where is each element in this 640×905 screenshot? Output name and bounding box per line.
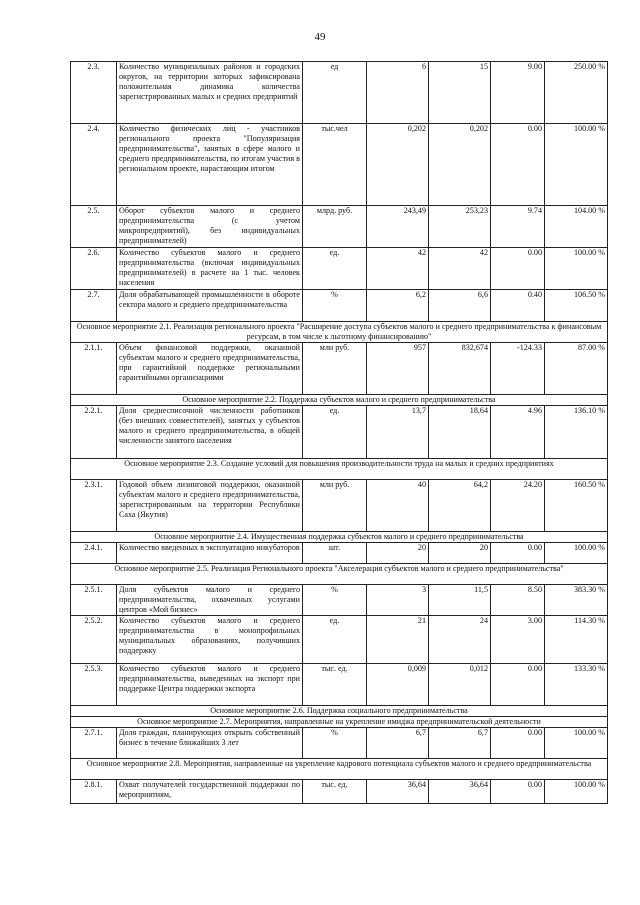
completion-percent: 133.30 %	[545, 664, 608, 706]
unit-of-measure: ед.	[303, 406, 367, 459]
row-number: 2.8.1.	[71, 780, 117, 804]
unit-of-measure: тыс. ед.	[303, 664, 367, 706]
planned-value: 42	[367, 248, 429, 290]
section-row	[71, 532, 608, 543]
indicator-name: Количество субъектов малого и среднего предпринимательства (включая индивидуальных предпринимателей) в расчете на 1 тыс. человек населения	[117, 248, 303, 290]
table-row	[71, 728, 608, 759]
planned-value: 957	[367, 343, 429, 395]
deviation-value: 9.74	[491, 206, 545, 248]
page-number: 49	[314, 31, 326, 43]
indicators-table	[70, 61, 608, 804]
table-row	[71, 585, 608, 616]
actual-value: 15	[429, 62, 491, 124]
actual-value: 832,674	[429, 343, 491, 395]
table-row	[71, 290, 608, 322]
row-number: 2.5.1.	[71, 585, 117, 616]
planned-value: 243,49	[367, 206, 429, 248]
row-number: 2.1.1.	[71, 343, 117, 395]
indicator-name: Доля обрабатывающей промышленности в обороте сектора малого и среднего предпринимательства	[117, 290, 303, 322]
indicator-name: Оборот субъектов малого и среднего предпринимательства (с учетом микропредприятий), без индивидуальных предпринимателей)	[117, 206, 303, 248]
indicator-name: Доля субъектов малого и среднего предпринимательства, охваченных услугами центров «Мой бизнес»	[117, 585, 303, 616]
unit-of-measure: млн руб.	[303, 343, 367, 395]
deviation-value: 0.40	[491, 290, 545, 322]
actual-value: 11,5	[429, 585, 491, 616]
row-number: 2.5.	[71, 206, 117, 248]
actual-value: 0,202	[429, 124, 491, 206]
planned-value: 6,2	[367, 290, 429, 322]
planned-value: 6	[367, 62, 429, 124]
deviation-value: 8.50	[491, 585, 545, 616]
actual-value: 18,64	[429, 406, 491, 459]
unit-of-measure: тыс.чел	[303, 124, 367, 206]
unit-of-measure: тыс. ед.	[303, 780, 367, 804]
planned-value: 21	[367, 616, 429, 664]
section-row	[71, 706, 608, 717]
completion-percent: 100.00 %	[545, 728, 608, 759]
completion-percent: 100.00 %	[545, 248, 608, 290]
section-row	[71, 717, 608, 728]
indicator-name: Доля граждан, планирующих открыть собственный бизнес в течение ближайших 3 лет	[117, 728, 303, 759]
indicator-name: Количество субъектов малого и среднего предпринимательства, выведенных на экспорт при поддержке Центра поддержки экспорта	[117, 664, 303, 706]
indicator-name: Объем финансовой поддержки, оказанной субъектам малого и среднего предпринимательства, при гарантийной поддержке региональными гарантийными организациями	[117, 343, 303, 395]
completion-percent: 160.50 %	[545, 480, 608, 532]
section-row	[71, 322, 608, 343]
row-number: 2.7.	[71, 290, 117, 322]
completion-percent: 383.30 %	[545, 585, 608, 616]
section-title: Основное мероприятие 2.7. Мероприятия, направленные на укрепление имиджа предпринимательской деятельности	[71, 717, 608, 728]
table-row	[71, 343, 608, 395]
row-number: 2.5.2.	[71, 616, 117, 664]
planned-value: 6,7	[367, 728, 429, 759]
completion-percent: 106.50 %	[545, 290, 608, 322]
deviation-value: 0.00	[491, 248, 545, 290]
table-row	[71, 206, 608, 248]
table-row	[71, 406, 608, 459]
section-title: Основное мероприятие 2.4. Имущественная поддержка субъектов малого и среднего предпринимательства	[71, 532, 608, 543]
row-number: 2.7.1.	[71, 728, 117, 759]
planned-value: 3	[367, 585, 429, 616]
deviation-value: 24.20	[491, 480, 545, 532]
indicator-name: Количество муниципальных районов и городских округов, на территории которых зафиксирована положительная динамика количества зарегистрированных малых и средних предприятий	[117, 62, 303, 124]
table-row	[71, 480, 608, 532]
indicator-name: Охват получателей государственной поддержки по мероприятиям,	[117, 780, 303, 804]
section-row	[71, 459, 608, 480]
actual-value: 253,23	[429, 206, 491, 248]
planned-value: 36,64	[367, 780, 429, 804]
row-number: 2.6.	[71, 248, 117, 290]
actual-value: 64,2	[429, 480, 491, 532]
row-number: 2.4.1.	[71, 543, 117, 564]
completion-percent: 100.00 %	[545, 543, 608, 564]
table-row	[71, 124, 608, 206]
section-row	[71, 759, 608, 780]
deviation-value: 0.00	[491, 664, 545, 706]
planned-value: 20	[367, 543, 429, 564]
unit-of-measure: %	[303, 290, 367, 322]
actual-value: 42	[429, 248, 491, 290]
actual-value: 6,7	[429, 728, 491, 759]
unit-of-measure: ед	[303, 62, 367, 124]
completion-percent: 136.10 %	[545, 406, 608, 459]
unit-of-measure: %	[303, 728, 367, 759]
section-title: Основное мероприятие 2.5. Реализация Регионального проекта "Акселерация субъектов малого и среднего предпринимательства"	[71, 564, 608, 585]
indicator-name: Доля среднесписочной численности работников (без внешних совместителей), занятых у субъектов малого и среднего предпринимательства, в общей численности занятого населения	[117, 406, 303, 459]
deviation-value: 0.00	[491, 124, 545, 206]
actual-value: 0,012	[429, 664, 491, 706]
indicator-name: Количество субъектов малого и среднего предпринимательства в монопрофильных муниципальных образованиях, получивших поддержку	[117, 616, 303, 664]
unit-of-measure: шт.	[303, 543, 367, 564]
unit-of-measure: млрд. руб.	[303, 206, 367, 248]
deviation-value: 4.96	[491, 406, 545, 459]
table-row	[71, 248, 608, 290]
section-title: Основное мероприятие 2.3. Создание условий для повышения производительности труда на малых и средних предприятиях	[71, 459, 608, 480]
unit-of-measure: ед.	[303, 616, 367, 664]
completion-percent: 100.00 %	[545, 780, 608, 804]
actual-value: 24	[429, 616, 491, 664]
completion-percent: 100.00 %	[545, 124, 608, 206]
row-number: 2.2.1.	[71, 406, 117, 459]
row-number: 2.3.1.	[71, 480, 117, 532]
unit-of-measure: ед.	[303, 248, 367, 290]
planned-value: 0,202	[367, 124, 429, 206]
indicators-table-body	[71, 62, 608, 804]
actual-value: 6,6	[429, 290, 491, 322]
row-number: 2.4.	[71, 124, 117, 206]
indicator-name: Годовой объем лизинговой поддержки, оказанной субъектам малого и среднего предпринимательства, зарегистрированным на территории Республики Саха (Якутия)	[117, 480, 303, 532]
planned-value: 40	[367, 480, 429, 532]
section-title: Основное мероприятие 2.1. Реализация регионального проекта "Расширение доступа субъектов малого и среднего предпринимательства к финансовым ресурсам, в том числе к льготному финансированию"	[71, 322, 608, 343]
section-title: Основное мероприятие 2.8. Мероприятия, направленные на укрепление кадрового потенциала субъектов малого и среднего предпринимательства	[71, 759, 608, 780]
unit-of-measure: %	[303, 585, 367, 616]
table-row	[71, 664, 608, 706]
section-row	[71, 564, 608, 585]
completion-percent: 250.00 %	[545, 62, 608, 124]
actual-value: 20	[429, 543, 491, 564]
row-number: 2.3.	[71, 62, 117, 124]
deviation-value: -124.33	[491, 343, 545, 395]
row-number: 2.5.3.	[71, 664, 117, 706]
deviation-value: 3.00	[491, 616, 545, 664]
table-row	[71, 616, 608, 664]
table-row	[71, 62, 608, 124]
indicator-name: Количество физических лиц - участников регионального проекта "Популяризация предпринимательства", занятых в сфере малого и среднего предпринимательства, по итогам участия в региональном проекте, нарастающим итогом	[117, 124, 303, 206]
completion-percent: 114.30 %	[545, 616, 608, 664]
planned-value: 13,7	[367, 406, 429, 459]
indicator-name: Количество введенных в эксплуатацию инкубаторов	[117, 543, 303, 564]
table-row	[71, 543, 608, 564]
planned-value: 0,009	[367, 664, 429, 706]
deviation-value: 9.00	[491, 62, 545, 124]
section-title: Основное мероприятие 2.6. Поддержка социального предпринимательства	[71, 706, 608, 717]
completion-percent: 104.00 %	[545, 206, 608, 248]
unit-of-measure: млн руб.	[303, 480, 367, 532]
section-title: Основное мероприятие 2.2. Поддержка субъектов малого и среднего предпринимательства	[71, 395, 608, 406]
deviation-value: 0.00	[491, 728, 545, 759]
table-row	[71, 780, 608, 804]
deviation-value: 0.00	[491, 543, 545, 564]
deviation-value: 0.00	[491, 780, 545, 804]
completion-percent: 87.00 %	[545, 343, 608, 395]
actual-value: 36,64	[429, 780, 491, 804]
section-row	[71, 395, 608, 406]
